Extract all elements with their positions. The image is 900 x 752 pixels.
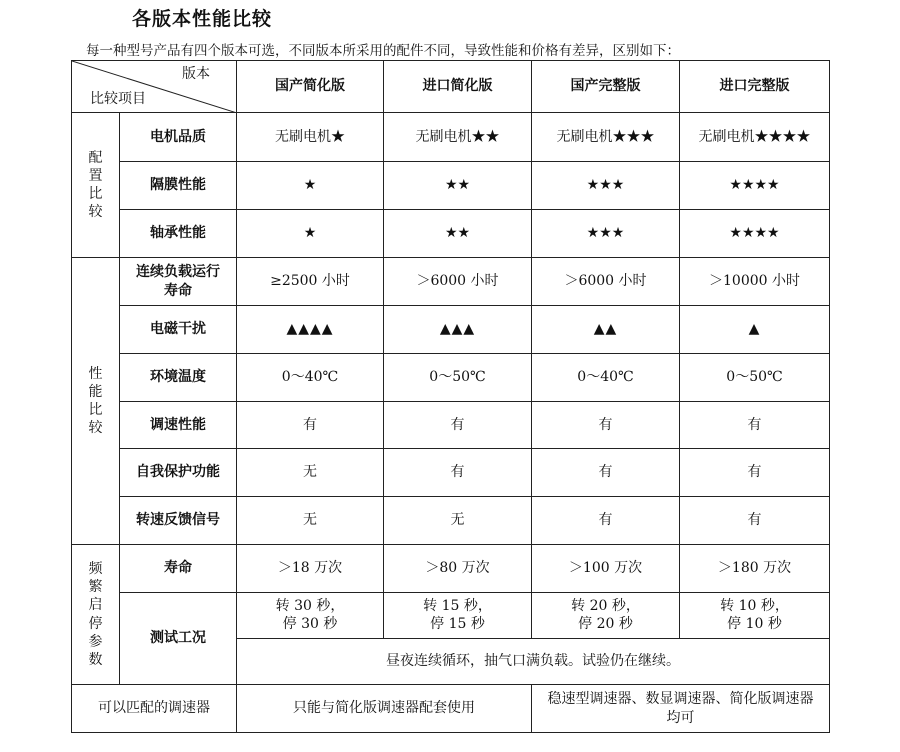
header-version-4: 进口完整版	[680, 61, 830, 113]
cell: ▲	[680, 306, 830, 354]
item-axis-label: 比较项目	[90, 90, 146, 107]
cell: ★	[237, 210, 384, 258]
cell: ＞10000 小时	[680, 258, 830, 306]
row-label-lifetime: 连续负载运行 寿命	[120, 258, 237, 306]
version-axis-label: 版本	[182, 66, 210, 82]
table-row	[72, 162, 830, 210]
cell: 无	[384, 497, 532, 545]
cell: 有	[532, 402, 680, 449]
table-row	[72, 113, 830, 162]
table-row	[72, 258, 830, 306]
cell: 转 20 秒， 停 20 秒	[532, 593, 680, 639]
cell: 有	[532, 497, 680, 545]
table-row	[72, 306, 830, 354]
row-label-motor: 电机品质	[120, 113, 237, 162]
row-label-temperature: 环境温度	[120, 354, 237, 402]
table-row	[72, 449, 830, 497]
cell: 有	[237, 402, 384, 449]
cell: 有	[680, 402, 830, 449]
test-note: 昼夜连续循环，抽气口满负载。试验仍在继续。	[237, 639, 830, 685]
cell: 转 10 秒， 停 10 秒	[680, 593, 830, 639]
cell: 有	[680, 449, 830, 497]
cell: ＞18 万次	[237, 545, 384, 593]
row-label-diaphragm: 隔膜性能	[120, 162, 237, 210]
cell: ＞6000 小时	[384, 258, 532, 306]
group-label-config: 配 置 比 较	[72, 113, 120, 258]
header-version-3: 国产完整版	[532, 61, 680, 113]
cell: 0～50℃	[384, 354, 532, 402]
controller-simple: 只能与简化版调速器配套使用	[237, 685, 532, 733]
row-label-speed-feedback: 转速反馈信号	[120, 497, 237, 545]
cell: 有	[384, 402, 532, 449]
cell: 无刷电机★★	[384, 113, 532, 162]
cell: ＞100 万次	[532, 545, 680, 593]
table-row	[72, 402, 830, 449]
cell: ＞80 万次	[384, 545, 532, 593]
row-label-controller: 可以匹配的调速器	[72, 685, 237, 733]
row-label-emi: 电磁干扰	[120, 306, 237, 354]
row-label-speed-control: 调速性能	[120, 402, 237, 449]
cell: 无刷电机★★★★	[680, 113, 830, 162]
table-row	[72, 354, 830, 402]
table-row	[72, 545, 830, 593]
cell: 有	[532, 449, 680, 497]
cell: ＞180 万次	[680, 545, 830, 593]
cell: ★★★★	[680, 162, 830, 210]
cell: ★	[237, 162, 384, 210]
cell: ▲▲▲▲	[237, 306, 384, 354]
row-label-bearing: 轴承性能	[120, 210, 237, 258]
row-label-test-condition: 测试工况	[120, 593, 237, 685]
table-row	[72, 497, 830, 545]
cell: 无刷电机★	[237, 113, 384, 162]
cell: 无刷电机★★★	[532, 113, 680, 162]
cell: ★★★	[532, 210, 680, 258]
cell: 0～40℃	[532, 354, 680, 402]
table-row	[72, 593, 830, 639]
cell: ▲▲	[532, 306, 680, 354]
cell: 有	[680, 497, 830, 545]
table-row	[72, 685, 830, 733]
row-label-cycle-life: 寿命	[120, 545, 237, 593]
diagonal-header-cell	[72, 61, 237, 113]
controller-full: 稳速型调速器、数显调速器、简化版调速器均可	[532, 685, 830, 733]
table-row	[72, 210, 830, 258]
page-title: 各版本性能比较	[132, 8, 273, 30]
header-version-2: 进口简化版	[384, 61, 532, 113]
cell: 有	[384, 449, 532, 497]
cell: ▲▲▲	[384, 306, 532, 354]
cell: 转 15 秒， 停 15 秒	[384, 593, 532, 639]
header-version-1: 国产简化版	[237, 61, 384, 113]
comparison-table	[71, 60, 830, 733]
cell: ＞6000 小时	[532, 258, 680, 306]
cell: ★★★	[532, 162, 680, 210]
group-label-performance: 性 能 比 较	[72, 258, 120, 545]
group-label-start-stop: 频 繁 启 停 参 数	[72, 545, 120, 685]
cell: 0～50℃	[680, 354, 830, 402]
cell: 转 30 秒， 停 30 秒	[237, 593, 384, 639]
row-label-self-protection: 自我保护功能	[120, 449, 237, 497]
intro-text: 每一种型号产品有四个版本可选，不同版本所采用的配件不同，导致性能和价格有差异，区别如下：	[86, 43, 680, 59]
cell: 无	[237, 497, 384, 545]
header-row	[72, 61, 830, 113]
cell: 无	[237, 449, 384, 497]
cell: ★★★★	[680, 210, 830, 258]
cell: ≥2500 小时	[237, 258, 384, 306]
cell: ★★	[384, 162, 532, 210]
cell: ★★	[384, 210, 532, 258]
cell: 0～40℃	[237, 354, 384, 402]
